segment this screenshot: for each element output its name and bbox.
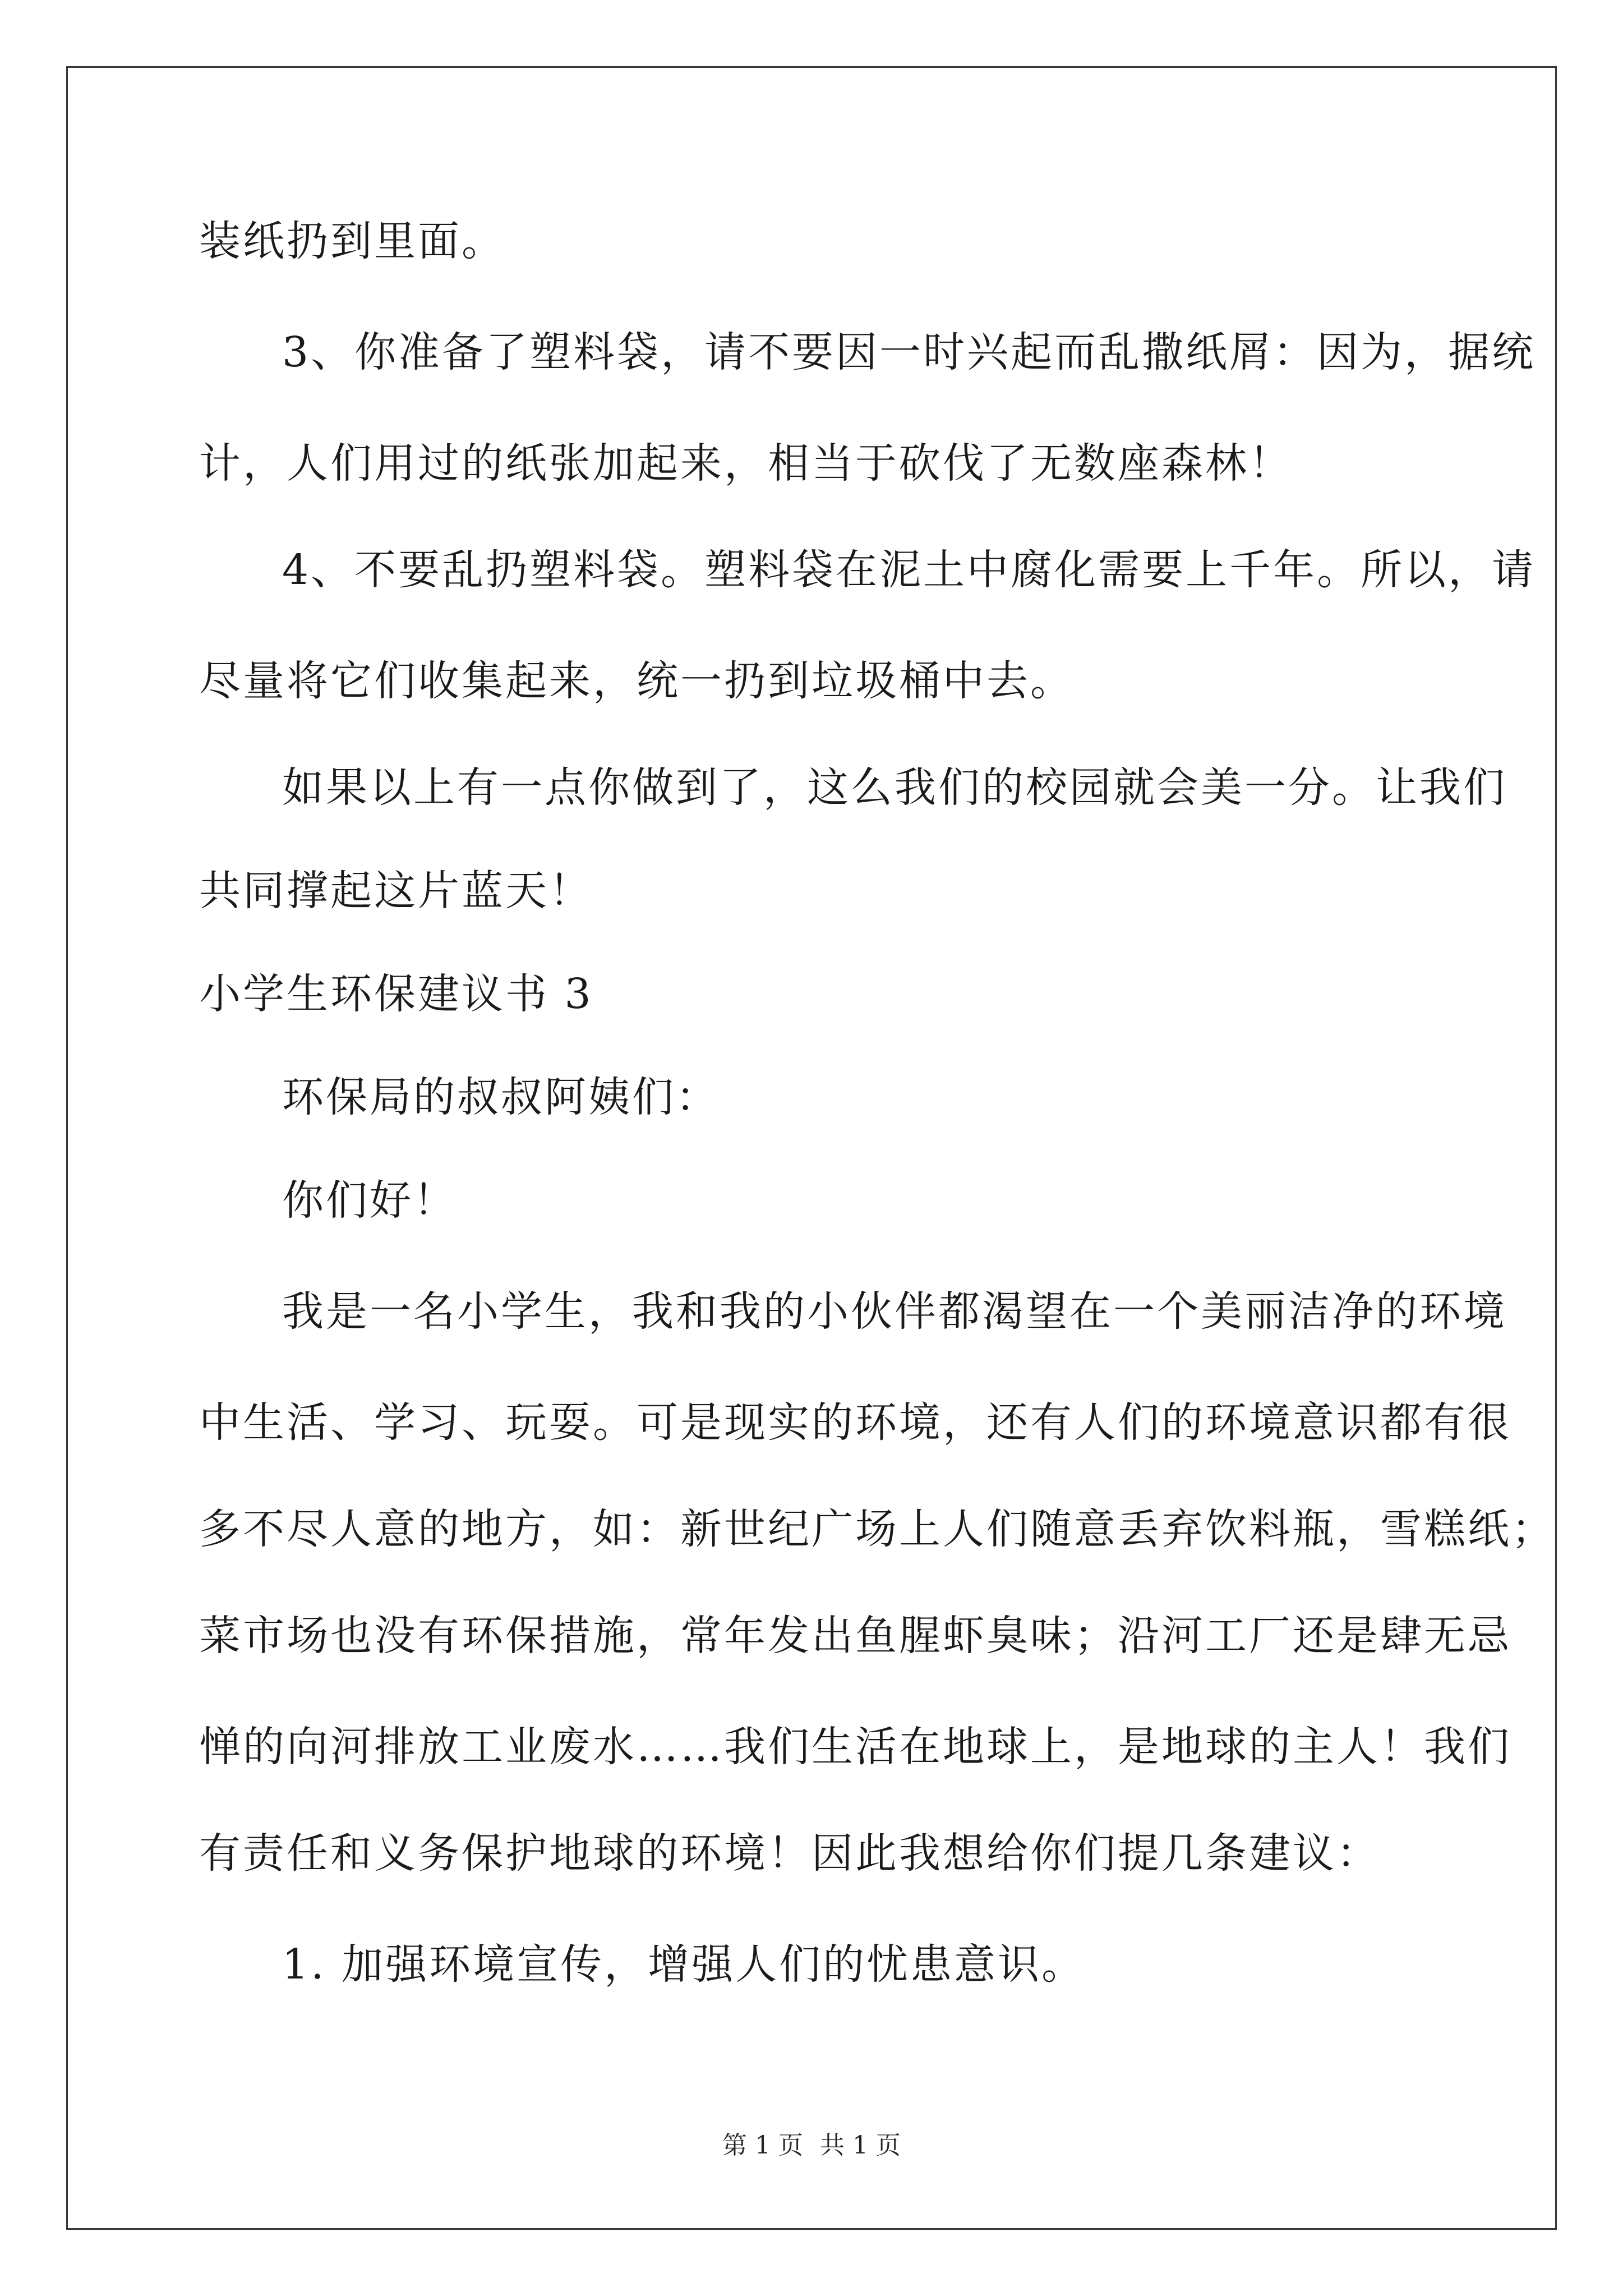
text-line-7: 共同撑起这片蓝天！: [199, 867, 593, 915]
text-line-6: 如果以上有一点你做到了，这么我们的校园就会美一分。让我们: [282, 763, 1507, 812]
text-line-16: 有责任和义务保护地球的环境！因此我想给你们提几条建议：: [199, 1829, 1380, 1878]
text-line-1: 装纸扔到里面。: [199, 217, 505, 265]
text-line-4: 4、不要乱扔塑料袋。塑料袋在泥土中腐化需要上千年。所以，请: [282, 546, 1536, 594]
text-line-12: 中生活、学习、玩耍。可是现实的环境，还有人们的环境意识都有很: [199, 1398, 1511, 1447]
text-line-14: 菜市场也没有环保措施，常年发出鱼腥虾臭味；沿河工厂还是肆无忌: [199, 1612, 1511, 1660]
greeting: 你们好！: [282, 1176, 457, 1225]
text-line-2: 3、你准备了塑料袋，请不要因一时兴起而乱撒纸屑：因为，据统: [282, 328, 1536, 376]
text-line-3: 计，人们用过的纸张加起来，相当于砍伐了无数座森林！: [199, 439, 1293, 487]
page-total: 共 1 页: [820, 2131, 901, 2160]
page-border: [66, 66, 1557, 2230]
text-line-5: 尽量将它们收集起来，统一扔到垃圾桶中去。: [199, 657, 1074, 705]
section-heading: 小学生环保建议书 3: [199, 970, 593, 1018]
text-line-15: 惮的向河排放工业废水……我们生活在地球上，是地球的主人！我们: [199, 1723, 1511, 1771]
page-number: 第 1 页: [722, 2131, 803, 2160]
text-line-11: 我是一名小学生，我和我的小伙伴都渴望在一个美丽洁净的环境: [282, 1287, 1507, 1336]
salutation: 环保局的叔叔阿姨们：: [282, 1073, 720, 1121]
text-line-13: 多不尽人意的地方，如：新世纪广场上人们随意丢弃饮料瓶，雪糕纸；: [199, 1505, 1555, 1553]
text-line-17: 1. 加强环境宣传，增强人们的忧患意识。: [282, 1940, 1086, 1989]
page-footer: [0, 2129, 1623, 2162]
